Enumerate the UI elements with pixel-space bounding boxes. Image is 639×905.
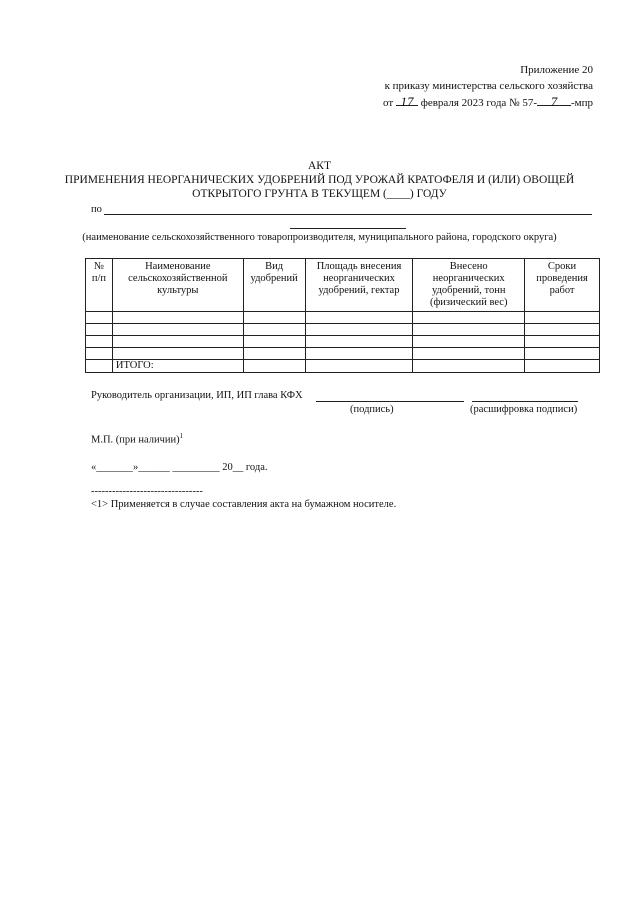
- date-day-handwritten: 17: [400, 94, 414, 109]
- producer-name-line-short: [290, 228, 406, 229]
- table-row: [86, 336, 600, 348]
- table-row: [86, 312, 600, 324]
- appendix-number: Приложение 20: [520, 64, 593, 76]
- doc-subtitle-line2: ОТКРЫТОГО ГРУНТА В ТЕКУЩЕМ (____) ГОДУ: [192, 188, 447, 200]
- signature-caption: (подпись): [350, 404, 394, 415]
- table-header-row: [86, 259, 600, 312]
- signature-decode-caption: (расшифровка подписи): [470, 404, 578, 415]
- order-number-handwritten: 7: [550, 94, 558, 109]
- date-prefix: от: [383, 97, 394, 109]
- stamp-text: М.П. (при наличии): [91, 434, 180, 446]
- producer-name-line: [104, 214, 592, 215]
- fertilizer-table: [85, 258, 600, 373]
- col-applied-tons: Внесено неорганических удобрений, тонн (физический вес): [413, 259, 525, 312]
- order-date-line: [383, 94, 593, 109]
- by-label: по: [91, 204, 102, 215]
- table-total-row: [86, 360, 600, 373]
- col-number: № п/п: [86, 259, 113, 312]
- col-dates: Сроки проведения работ: [525, 259, 600, 312]
- footnote-text: <1> Применяется в случае составления акта на бумажном носителе.: [91, 499, 397, 510]
- table-row: [86, 348, 600, 360]
- signature-line[interactable]: [316, 401, 464, 402]
- footnote-mark: 1: [179, 432, 184, 440]
- stamp-label: [91, 432, 183, 446]
- col-crop-name: Наименование сельскохозяйственной культуры: [112, 259, 243, 312]
- col-area: Площадь внесения неорганических удобрений, гектар: [305, 259, 413, 312]
- signature-decode-line[interactable]: [472, 401, 578, 402]
- order-reference: к приказу министерства сельского хозяйства: [384, 80, 593, 92]
- footnote-separator: --------------------------------: [91, 486, 203, 497]
- order-number-field: [537, 94, 571, 109]
- date-rest: февраля 2023 года № 57-: [420, 97, 537, 109]
- doc-title: АКТ: [308, 160, 331, 172]
- date-line: «_______»______ _________ 20__ года.: [91, 462, 268, 473]
- table-row: [86, 324, 600, 336]
- producer-caption: (наименование сельскохозяйственного товаропроизводителя, муниципального района, городского округа): [82, 232, 557, 243]
- col-fertilizer-type: Вид удобрений: [243, 259, 305, 312]
- doc-subtitle-line1: ПРИМЕНЕНИЯ НЕОРГАНИЧЕСКИХ УДОБРЕНИЙ ПОД УРОЖАЙ КРАТОФЕЛЯ И (ИЛИ) ОВОЩЕЙ: [64, 174, 575, 186]
- date-day-field: [396, 94, 418, 109]
- signatory-label: Руководитель организации, ИП, ИП глава КФХ: [91, 390, 303, 401]
- order-suffix: -мпр: [570, 97, 593, 109]
- total-label: ИТОГО:: [112, 360, 243, 373]
